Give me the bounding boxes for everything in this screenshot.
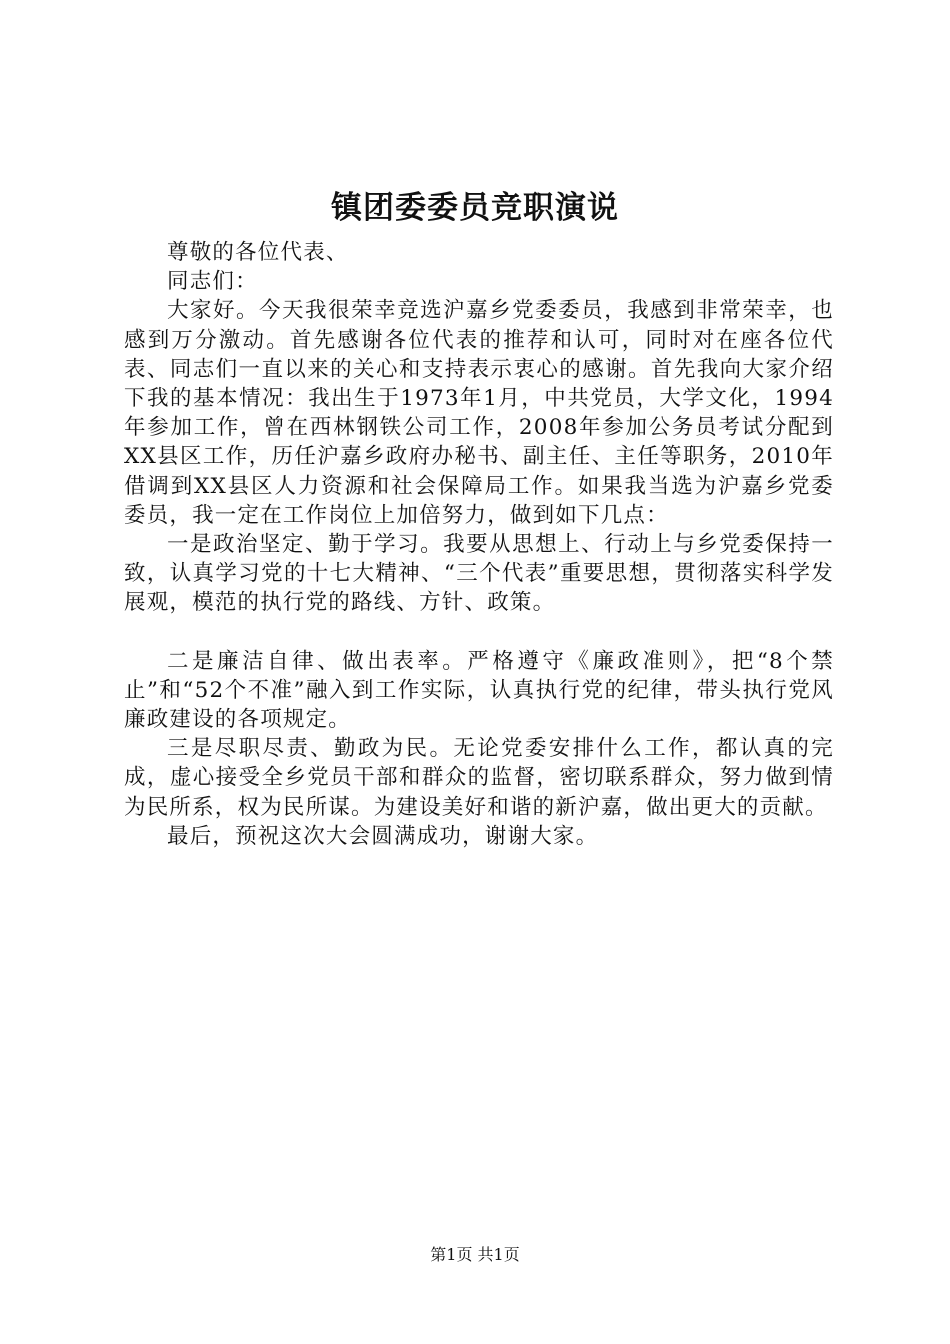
salutation-line-1: 尊敬的各位代表、 [167, 240, 349, 265]
paragraph-point-1: 一是政治坚定、勤于学习。我要从思想上、行动上与乡党委保持一致，认真学习党的十七大精神、“三个代表”重要思想，贯彻落实科学发展观，模范的执行党的路线、方针、政策。 [124, 532, 834, 616]
paragraph-closing: 最后，预祝这次大会圆满成功，谢谢大家。 [167, 823, 599, 849]
document-title: 镇团委委员竞职演说 [331, 190, 619, 226]
document-body [124, 238, 834, 851]
paragraph-point-2: 二是廉洁自律、做出表率。严格遵守《廉政准则》，把“8个禁止”和“52个不准”融入到工作实际，认真执行党的纪律，带头执行党风廉政建设的各项规定。 [124, 648, 834, 733]
paragraph-intro: 大家好。今天我很荣幸竞选沪嘉乡党委委员，我感到非常荣幸，也感到万分激动。首先感谢各位代表的推荐和认可，同时对在座各位代表、同志们一直以来的关心和支持表示衷心的感谢。首先我向大家介绍下我的基本情况：我出生于1973年1月，中共党员，大学文化，1994年参加工作，曾在西林钢铁公司工作，2008年参加公务员考试分配到XX县区工作，历任沪嘉乡政府办秘书、副主任、主任等职务，2010年借调到XX县区人力资源和社会保障局工作。如果我当选为沪嘉乡党委委员，我一定在工作岗位上加倍努力，做到如下几点： [124, 298, 834, 528]
salutation-line-2: 同志们： [167, 269, 258, 295]
paragraph-point-3: 三是尽职尽责、勤政为民。无论党委安排什么工作，都认真的完成，虚心接受全乡党员干部和群众的监督，密切联系群众，努力做到情为民所系，权为民所谋。为建设美好和谐的新沪嘉，做出更大的贡献。 [124, 736, 834, 820]
page-footer: 第1页 共1页 [430, 1245, 520, 1264]
